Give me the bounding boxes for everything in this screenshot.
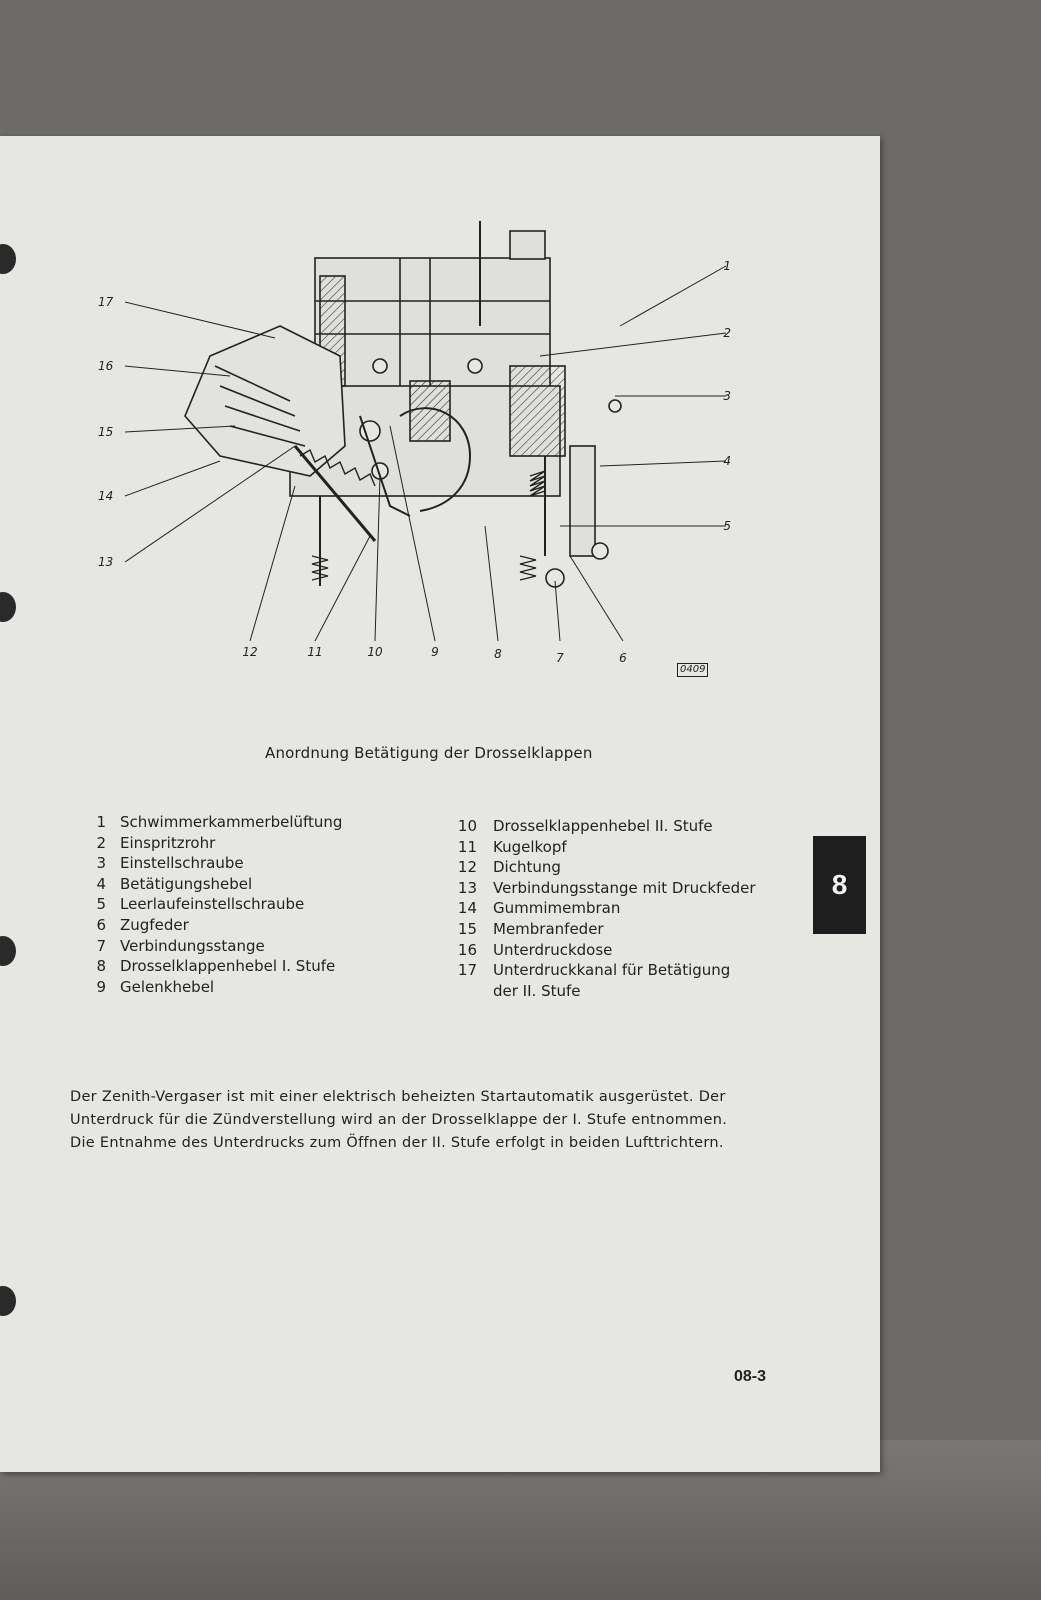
section-tab: 8 xyxy=(813,836,866,934)
legend-item: 10 Drosselklappenhebel II. Stufe xyxy=(457,817,713,835)
legend-item: 2 Einspritzrohr xyxy=(96,833,216,852)
legend-item: 6 Zugfeder xyxy=(96,915,189,934)
callout-12: 12 xyxy=(242,645,258,659)
legend-item: 1 Schwimmerkammerbelüftung xyxy=(96,813,343,831)
callout-5: 5 xyxy=(723,519,731,533)
legend-item: 11 Kugelkopf xyxy=(457,837,567,856)
callout-16: 16 xyxy=(98,359,114,373)
legend-item: 9 Gelenkhebel xyxy=(96,977,215,996)
callout-14: 14 xyxy=(98,489,114,503)
legend-item: 15 Membranfeder xyxy=(457,919,604,938)
callout-8: 8 xyxy=(494,647,502,661)
callout-1: 1 xyxy=(723,259,731,273)
binder-hole xyxy=(0,936,16,966)
binder-hole xyxy=(0,592,16,622)
legend-item-continuation: der II. Stufe xyxy=(493,981,581,1000)
legend-item: 13 Verbindungsstange mit Druckfeder xyxy=(457,878,756,897)
legend-item: 8 Drosselklappenhebel I. Stufe xyxy=(96,957,336,976)
body-paragraph: Der Zenith-Vergaser ist mit einer elektrisch beheizten Startautomatik ausgerüstet. Der Unterdruck für die Zündverstellung wird an der Drosselklappe der I. Stufe entnommen. Die Entnahme des Unterdrucks zum Öffnen der II. Stufe erfolgt in beiden Lufttrichtern. xyxy=(70,1089,728,1151)
figure-caption: Anordnung Betätigung der Drosselklappen xyxy=(265,744,593,762)
callout-15: 15 xyxy=(98,425,114,439)
page-number: 08-3 xyxy=(734,1368,767,1385)
callout-2: 2 xyxy=(723,326,731,340)
legend-left xyxy=(78,812,438,997)
callout-10: 10 xyxy=(367,645,383,659)
legend-item: 3 Einstellschraube xyxy=(96,854,244,873)
figure-code: 0409 xyxy=(677,663,708,677)
legend-item: 14 Gummimembran xyxy=(457,899,621,918)
callout-3: 3 xyxy=(723,389,731,403)
legend-item: 7 Verbindungsstange xyxy=(96,936,265,955)
binder-hole xyxy=(0,244,16,274)
callout-13: 13 xyxy=(98,555,114,569)
carburetor-drawing xyxy=(185,221,621,587)
callout-7: 7 xyxy=(556,651,564,665)
callout-11: 11 xyxy=(307,645,323,659)
manual-page xyxy=(0,136,880,1472)
legend-item: 12 Dichtung xyxy=(457,858,561,877)
callout-4: 4 xyxy=(723,454,731,468)
carburetor-diagram xyxy=(90,216,730,666)
callout-9: 9 xyxy=(431,645,439,659)
callout-6: 6 xyxy=(619,651,627,665)
callout-17: 17 xyxy=(98,295,114,309)
legend-right xyxy=(455,816,785,1001)
legend-item: 5 Leerlaufeinstellschraube xyxy=(96,895,305,914)
legend-item: 16 Unterdruckdose xyxy=(457,940,613,959)
legend-item: 4 Betätigungshebel xyxy=(96,874,253,893)
legend-item: 17 Unterdruckkanal für Betätigung xyxy=(457,961,731,980)
binder-hole xyxy=(0,1286,16,1316)
